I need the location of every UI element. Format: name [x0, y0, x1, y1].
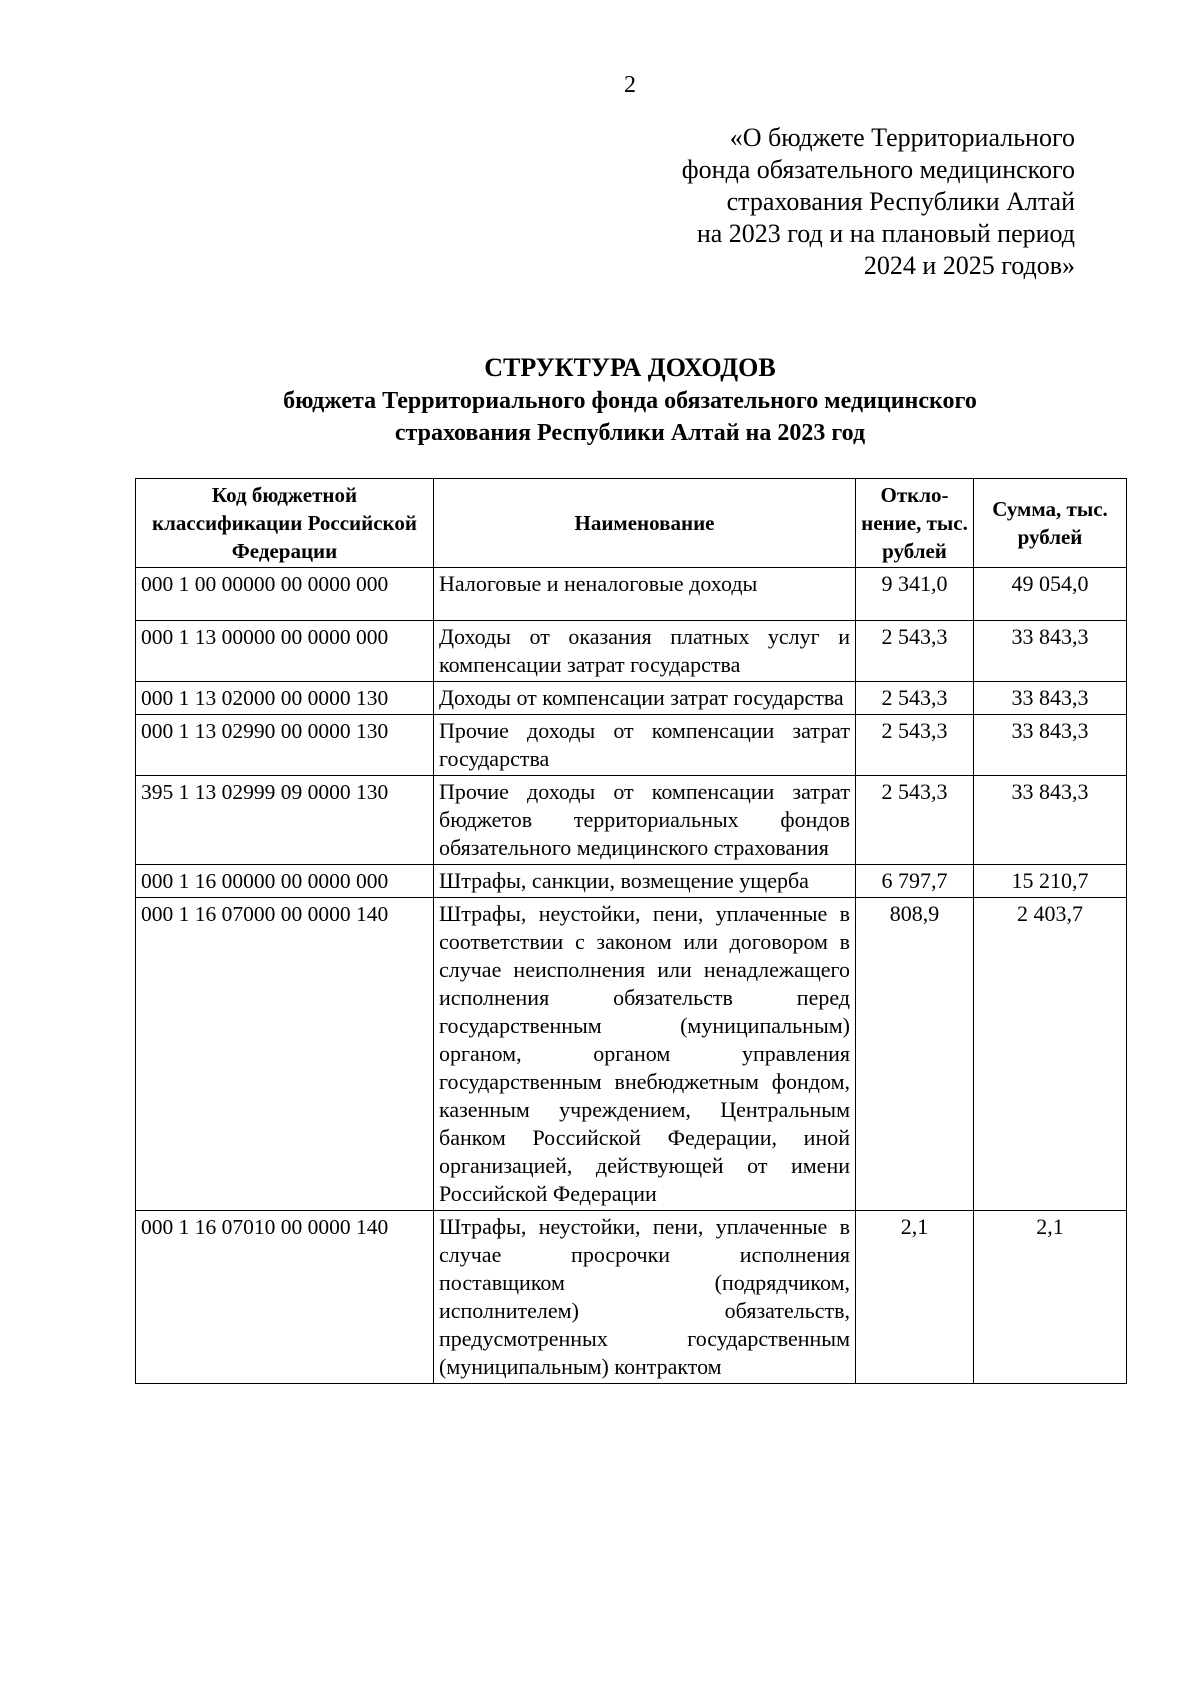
deviation-cell: 2 543,3	[856, 621, 974, 682]
table-row	[136, 776, 1127, 865]
table-row	[136, 715, 1127, 776]
reference-line: фонда обязательного медицинского	[681, 155, 1075, 184]
amount-cell: 33 843,3	[974, 682, 1127, 715]
amount-cell: 33 843,3	[974, 621, 1127, 682]
income-name-cell: Штрафы, неустойки, пени, уплаченные в соответствии с законом или договором в случае неисполнения или ненадлежащего исполнения обязательств перед государственным (муниципальным) органом, органом управления государственным внебюджетным фондом, казенным учреждением, Центральным банком Российской Федерации, иной организацией, действующей от имени Российской Федерации	[434, 898, 856, 1211]
income-name-cell: Доходы от оказания платных услуг и компенсации затрат государства	[434, 621, 856, 682]
budget-code-cell: 395 1 13 02999 09 0000 130	[136, 776, 434, 865]
column-header-code: Код бюджетной классификации Российской Федерации	[136, 479, 434, 568]
table-row	[136, 898, 1127, 1211]
amount-cell: 15 210,7	[974, 865, 1127, 898]
amount-cell: 33 843,3	[974, 715, 1127, 776]
column-header-name: Наименование	[434, 479, 856, 568]
income-structure-table	[135, 478, 1127, 1384]
income-name-cell: Прочие доходы от компенсации затрат бюджетов территориальных фондов обязательного медицинского страхования	[434, 776, 856, 865]
table-row	[136, 682, 1127, 715]
deviation-cell: 6 797,7	[856, 865, 974, 898]
income-name-cell: Штрафы, санкции, возмещение ущерба	[434, 865, 856, 898]
budget-code-cell: 000 1 13 02990 00 0000 130	[136, 715, 434, 776]
column-header-amount: Сумма, тыс. рублей	[974, 479, 1127, 568]
reference-line: страхования Республики Алтай	[726, 187, 1075, 216]
amount-cell: 49 054,0	[974, 568, 1127, 621]
deviation-cell: 9 341,0	[856, 568, 974, 621]
budget-code-cell: 000 1 16 07000 00 0000 140	[136, 898, 434, 1211]
page-number: 2	[624, 72, 636, 98]
amount-cell: 2 403,7	[974, 898, 1127, 1211]
deviation-cell: 2 543,3	[856, 715, 974, 776]
amount-cell: 33 843,3	[974, 776, 1127, 865]
budget-code-cell: 000 1 13 00000 00 0000 000	[136, 621, 434, 682]
budget-code-cell: 000 1 16 07010 00 0000 140	[136, 1211, 434, 1384]
income-name-cell: Налоговые и неналоговые доходы	[434, 568, 856, 621]
document-reference	[555, 122, 1075, 282]
document-title	[0, 351, 1200, 449]
deviation-cell: 2,1	[856, 1211, 974, 1384]
table-row	[136, 568, 1127, 621]
reference-line: «О бюджете Территориального	[729, 123, 1075, 152]
income-name-cell: Доходы от компенсации затрат государства	[434, 682, 856, 715]
reference-line: на 2023 год и на плановый период	[696, 219, 1075, 248]
budget-code-cell: 000 1 16 00000 00 0000 000	[136, 865, 434, 898]
amount-cell: 2,1	[974, 1211, 1127, 1384]
table-row	[136, 621, 1127, 682]
table-row	[136, 865, 1127, 898]
income-name-cell: Штрафы, неустойки, пени, уплаченные в случае просрочки исполнения поставщиком (подрядчиком, исполнителем) обязательств, предусмотренных государственным (муниципальным) контрактом	[434, 1211, 856, 1384]
title-line: СТРУКТУРА ДОХОДОВ	[484, 353, 776, 382]
table-row	[136, 1211, 1127, 1384]
budget-code-cell: 000 1 13 02000 00 0000 130	[136, 682, 434, 715]
table-header-row	[136, 479, 1127, 568]
column-header-deviation: Откло-нение, тыс. рублей	[856, 479, 974, 568]
deviation-cell: 808,9	[856, 898, 974, 1211]
reference-line: 2024 и 2025 годов»	[863, 251, 1075, 280]
subtitle-line: страхования Республики Алтай на 2023 год	[394, 420, 866, 446]
subtitle-line: бюджета Территориального фонда обязательного медицинского	[283, 388, 977, 414]
deviation-cell: 2 543,3	[856, 776, 974, 865]
budget-code-cell: 000 1 00 00000 00 0000 000	[136, 568, 434, 621]
income-name-cell: Прочие доходы от компенсации затрат государства	[434, 715, 856, 776]
deviation-cell: 2 543,3	[856, 682, 974, 715]
